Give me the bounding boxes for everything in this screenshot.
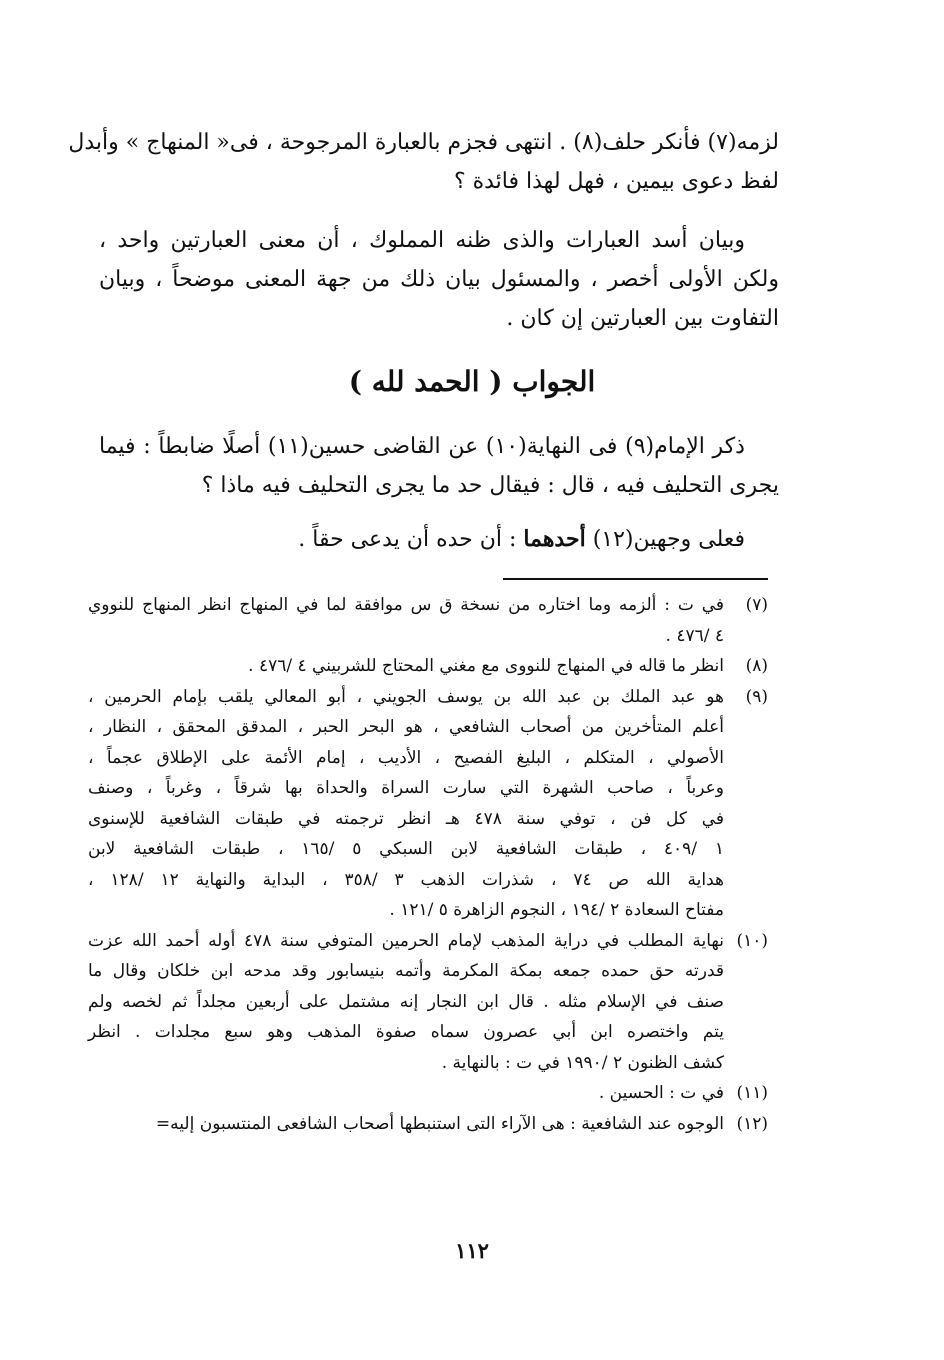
footnote-line: ٤ /٤٧٦ . [665, 625, 724, 646]
footnote-number: (١٢) [736, 1113, 768, 1134]
footnote-8 [88, 651, 768, 682]
footnote-10 [88, 926, 768, 1079]
footnote-line: صنف في الإسلام مثله . قال ابن النجار إنه مشتمل على أربعين مجلداً ثم لخصه ولم [88, 991, 724, 1012]
footnote-line: هو عبد الملك بن عبد الله بن يوسف الجويني ، أبو المعالي يلقب بإمام الحرمين ، [88, 686, 724, 707]
text-line: لزمه(٧) فأنكر حلف(٨) . انتهى فجزم بالعبارة المرجوحة ، فى« المنهاج » وأبدل [68, 130, 779, 155]
text-line: يجرى التحليف فيه ، قال : فيقال حد ما يجرى التحليف فيه ماذا ؟ [201, 473, 779, 498]
footnote-separator [503, 578, 768, 580]
text-line [99, 520, 779, 559]
footnote-line: قدرته حق حمده جمعه بمكة المكرمة وأتمه بنيسابور وقد مدحه ابن خلكان وقال ما [88, 961, 724, 981]
text-line: التفاوت بين العبارتين إن كان . [506, 306, 779, 331]
paragraph-answer [99, 427, 779, 505]
text-line: ولكن الأولى أخصر ، والمسئول بيان ذلك من جهة المعنى موضحاً ، وبيان [99, 267, 779, 292]
footnote-line: نهاية المطلب في دراية المذهب لإمام الحرمين المتوفي سنة ٤٧٨ أوله أحمد الله عزت [88, 930, 724, 951]
footnote-number: (١٠) [736, 930, 768, 951]
text-line: وبيان أسد العبارات والذى ظنه المملوك ، أن معنى العبارتين واحد ، [99, 228, 745, 253]
footnote-line: انظر ما قاله في المنهاج للنووى مع مغني المحتاج للشربيني ٤ /٤٧٦ . [248, 656, 724, 676]
footnote-number: (٨) [745, 656, 768, 676]
text-fragment: : أن حده أن يدعى حقاً . [298, 527, 524, 552]
text-line: ذكر الإمام(٩) فى النهاية(١٠) عن القاضى حسين(١١) أصلًا ضابطاً : فيما [99, 434, 745, 459]
footnote-line: في ت : الحسين . [598, 1083, 724, 1103]
text-line: لفظ دعوى بيمين ، فهل لهذا فائدة ؟ [453, 169, 779, 194]
paragraph-question-end [68, 123, 779, 201]
footnote-line: في ت : ألزمه وما اختاره من نسخة ق س موافقة لما في المنهاج انظر المنهاج للنووي [88, 595, 724, 615]
footnote-number: (١١) [736, 1083, 768, 1103]
footnote-line: هداية الله ص ٧٤ ، شذرات الذهب ٣ /٣٥٨ ، البداية والنهاية ١٢ /١٢٨ ، [88, 869, 724, 890]
footnote-line: مفتاح السعادة ٢ /١٩٤ ، النجوم الزاهرة ٥ /١٢١ . [389, 900, 724, 920]
footnote-line: ١ /٤٠٩ ، طبقات الشافعية لابن السبكي ٥ /١٦٥ ، طبقات الشافعية لابن [88, 839, 724, 859]
footnote-7 [88, 590, 768, 651]
footnote-line: الأصولي ، المتكلم ، البليغ الفصيح ، الأديب ، إمام الأئمة على الإطلاق عجماً ، [88, 747, 724, 768]
footnote-line: أعلم المتأخرين من أصحاب الشافعي ، هو البحر الحبر ، المدقق المحقق ، النظار ، [88, 717, 724, 737]
paragraph-two-views [99, 520, 779, 559]
text-fragment: فعلى وجهين(١٢) [585, 527, 745, 552]
bold-term: أحدهما [523, 526, 586, 552]
footnote-12 [88, 1109, 768, 1140]
page-number: ١١٢ [455, 1238, 489, 1263]
footnotes [88, 590, 768, 1139]
footnote-line: كشف الظنون ٢ /١٩٩٠ في ت : بالنهاية . [441, 1052, 724, 1073]
footnote-number: (٩) [745, 686, 768, 707]
paragraph-clarification [99, 221, 779, 338]
footnote-line: وعرباً ، صاحب الشهرة التي سارت السراة والحداة بها شرقاً ، وغرباً ، وصنف [88, 778, 724, 798]
footnote-number: (٧) [745, 595, 768, 615]
footnote-line: في كل فن ، توفي سنة ٤٧٨ هـ انظر ترجمته في طبقات الشافعية للإسنوى [88, 808, 724, 829]
footnote-line: الوجوه عند الشافعية : هى الآراء التى استنبطها أصحاب الشافعى المنتسبون إليه= [155, 1113, 724, 1134]
footnote-line: يتم واختصره ابن أبي عصرون سماه صفوة المذهب وهو سبع مجلدات . انظر [88, 1022, 724, 1042]
section-heading: الجواب ( الحمد لله ) [348, 365, 596, 398]
footnote-11 [88, 1078, 768, 1109]
footnote-9 [88, 682, 768, 926]
